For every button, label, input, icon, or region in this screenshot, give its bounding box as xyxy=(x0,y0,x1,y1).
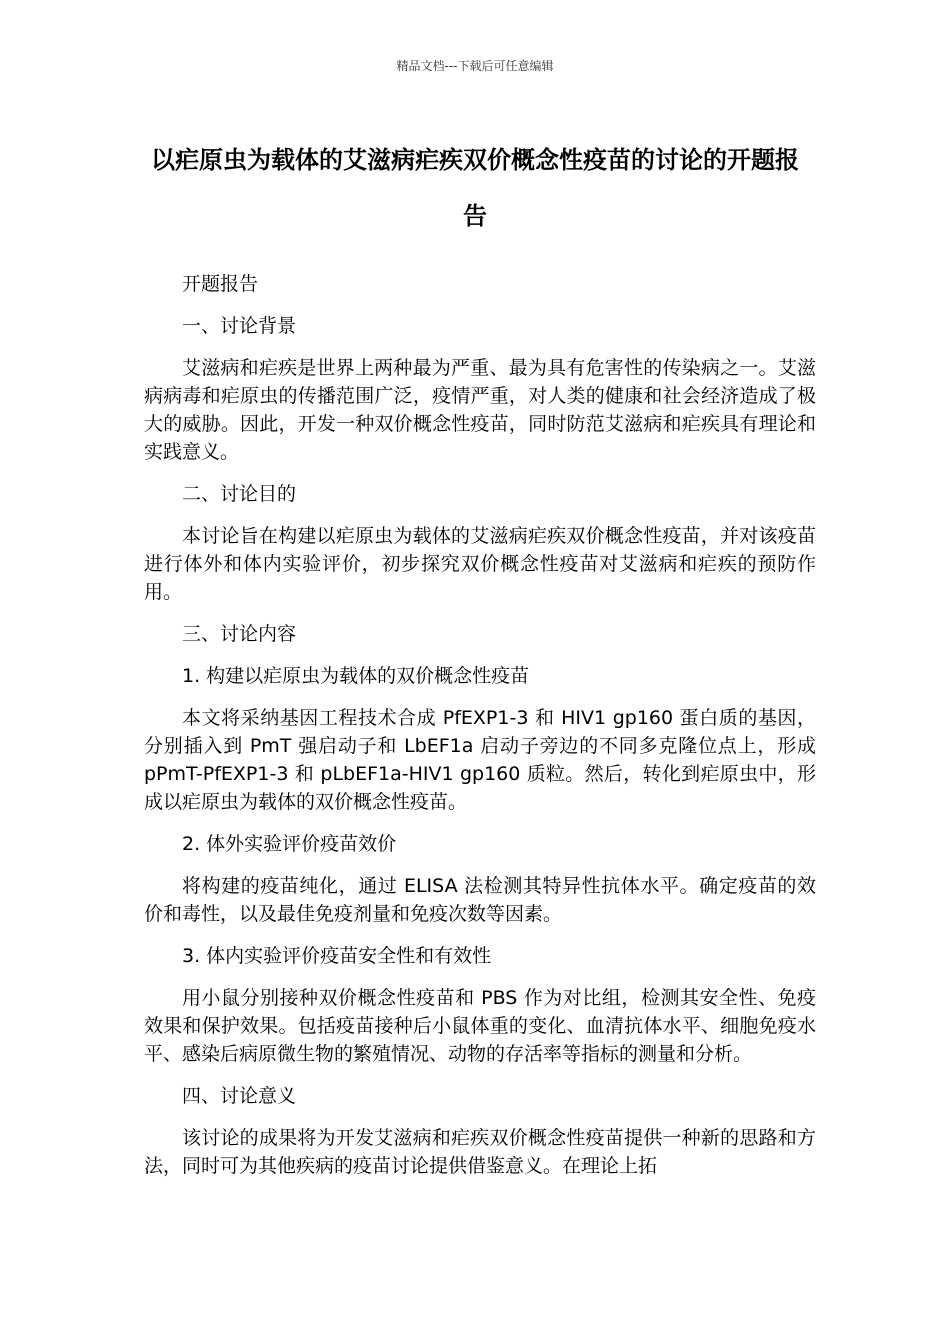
paragraph-in-vivo: 用小鼠分别接种双价概念性疫苗和 PBS 作为对比组，检测其安全性、免疫效果和保护效果。包括疫苗接种后小鼠体重的变化、血清抗体水平、细胞免疫水平、感染后病原微生物的繁殖情况、动物的存活率等指标的测量和分析。 xyxy=(144,987,816,1065)
section-heading-content: 三、讨论内容 xyxy=(182,623,297,645)
paragraph-purpose: 本讨论旨在构建以疟原虫为载体的艾滋病疟疾双价概念性疫苗，并对该疫苗进行体外和体内实验评价，初步探究双价概念性疫苗对艾滋病和疟疾的预防作用。 xyxy=(144,525,816,603)
paragraph-background: 艾滋病和疟疾是世界上两种最为严重、最为具有危害性的传染病之一。艾滋病病毒和疟原虫的传播范围广泛，疫情严重，对人类的健康和社会经济造成了极大的威胁。因此，开发一种双价概念性疫苗，同时防范艾滋病和疟疾具有理论和实践意义。 xyxy=(144,357,816,463)
paragraph-significance: 该讨论的成果将为开发艾滋病和疟疾双价概念性疫苗提供一种新的思路和方法，同时可为其他疾病的疫苗讨论提供借鉴意义。在理论上拓 xyxy=(144,1127,816,1177)
subheading-in-vivo: 3. 体内实验评价疫苗安全性和有效性 xyxy=(182,945,492,967)
section-heading-significance: 四、讨论意义 xyxy=(182,1085,297,1107)
document-title: 以疟原虫为载体的艾滋病疟疾双价概念性疫苗的讨论的开题报告 xyxy=(151,146,799,230)
document-body xyxy=(144,270,816,1194)
section-heading-background: 一、讨论背景 xyxy=(182,315,297,337)
paragraph-in-vitro: 将构建的疫苗纯化，通过 ELISA 法检测其特异性抗体水平。确定疫苗的效价和毒性，以及最佳免疫剂量和免疫次数等因素。 xyxy=(144,875,816,925)
paragraph-construct: 本文将采纳基因工程技术合成 PfEXP1-3 和 HIV1 gp160 蛋白质的基因，分别插入到 PmT 强启动子和 LbEF1a 启动子旁边的不同多克隆位点上，形成 pPmT-PfEXP1-3 和 pLbEF1a-HIV1 gp160 质粒。然后，转化到疟原虫中，形成以疟原虫为载体的双价概念性疫苗。 xyxy=(144,707,816,813)
subheading-in-vitro: 2. 体外实验评价疫苗效价 xyxy=(182,833,397,855)
section-heading-purpose: 二、讨论目的 xyxy=(182,483,297,505)
section-heading-report: 开题报告 xyxy=(182,273,259,295)
header-note: 精品文档---下载后可任意编辑 xyxy=(396,59,554,73)
subheading-construct: 1. 构建以疟原虫为载体的双价概念性疫苗 xyxy=(182,665,530,687)
